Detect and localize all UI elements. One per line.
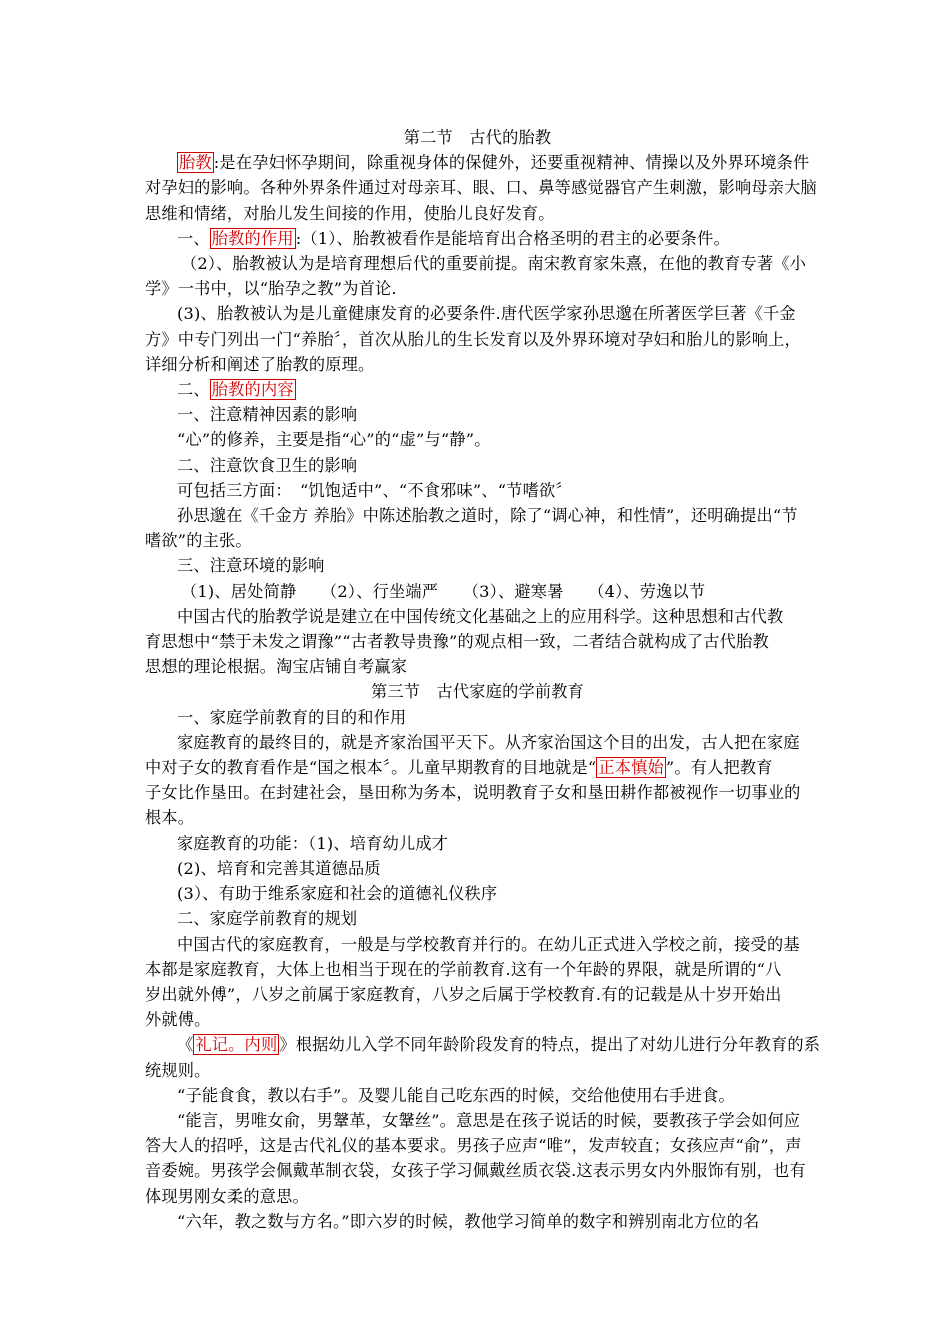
paragraph-line: 岁出就外傅”，八岁之前属于家庭教育，八岁之后属于学校教育.有的记载是从十岁开始出 <box>145 984 782 1004</box>
highlight-term: 礼记。内则 <box>195 1035 278 1055</box>
paragraph-line: 方》中专门列出一门“养胎〞，首次从胎儿的生长发育以及外界环境对孕妇和胎儿的影响上， <box>145 329 801 349</box>
definition-line: 胎教 :是在孕妇怀孕期间，除重视身体的保健外，还要重视精神、情操以及外界环境条件 <box>179 153 810 173</box>
paragraph-line: 详细分析和阐述了胎教的原理。 <box>145 354 375 374</box>
paragraph-line: 家庭教育的最终目的，就是齐家治国平天下。从齐家治国这个目的出发，古人把在家庭 <box>177 732 800 752</box>
subheading: 一、家庭学前教育的目的和作用 <box>177 707 407 727</box>
document-page <box>145 125 821 1234</box>
section-title: 第三节 古代家庭的学前教育 <box>370 682 585 702</box>
subheading: 一、注意精神因素的影响 <box>177 405 358 425</box>
paragraph-line: 外就傅。 <box>145 1010 211 1030</box>
paragraph-line: （2）、胎教被认为是培育理想后代的重要前提。南宋教育家朱熹，在他的教育专著《小 <box>181 254 807 274</box>
paragraph-line: 答大人的招呼，这是古代礼仪的基本要求。男孩子应声“唯”，发声较直；女孩应声“俞”，声 <box>145 1136 802 1156</box>
paragraph-line: 学》一书中，以“胎孕之教”为首论. <box>145 279 397 299</box>
paragraph-line: 本都是家庭教育，大体上也相当于现在的学前教育.这有一个年龄的界限，就是所谓的“八 <box>145 959 782 979</box>
paragraph-line: (3）、有助于维系家庭和社会的道德礼仪秩序 <box>177 884 498 904</box>
paragraph-line: “六年，教之数与方名。”即六岁的时候，教他学习简单的数字和辨别南北方位的名 <box>177 1211 760 1231</box>
subheading: 三、注意环境的影响 <box>177 556 325 576</box>
highlight-term: 胎教的作用 <box>211 228 294 248</box>
subheading: 二、注意饮食卫生的影响 <box>177 455 358 475</box>
paragraph-line: “心”的修养，主要是指“心”的“虚”与“静”。 <box>177 430 491 450</box>
highlight-term: 胎教的内容 <box>211 380 294 400</box>
paragraph-line: “能言，男唯女俞，男鞶革，女鞶丝”。意思是在孩子说话的时候，要教孩子学会如何应 <box>177 1110 801 1130</box>
subheading: 二、家庭学前教育的规划 <box>177 909 358 929</box>
highlight-term: 胎教 <box>179 153 212 173</box>
paragraph-line: 音委婉。男孩学会佩戴革制衣袋，女孩子学习佩戴丝质衣袋.这表示男女内外服饰有别，也有 <box>145 1161 806 1181</box>
paragraph-line: (2)、培育和完善其道德品质 <box>177 858 381 878</box>
paragraph-line: 体现男刚女柔的意思。 <box>145 1186 309 1206</box>
paragraph-line: 子女比作垦田。在封建社会，垦田称为务本，说明教育子女和垦田耕作都被视作一切事业的 <box>145 783 801 803</box>
paragraph-line: 可包括三方面： “饥饱适中”、“不食邪味”、“节嗜欲〞 <box>177 480 572 500</box>
paragraph-line: 中对子女的教育看作是“国之根本〞。儿童早期教育的目地就是“ 正本慎始 ”。有人把教育 <box>145 758 773 778</box>
paragraph-line: 统规则。 <box>145 1060 211 1080</box>
paragraph-line: 中国古代的家庭教育，一般是与学校教育并行的。在幼儿正式进入学校之前，接受的基 <box>177 934 800 954</box>
paragraph-line: 家庭教育的功能：（1)、培育幼儿成才 <box>177 833 449 853</box>
paragraph-line: 思维和情绪，对胎儿发生间接的作用，使胎儿良好发育。 <box>145 203 555 223</box>
paragraph-line: 根本。 <box>145 808 195 828</box>
heading-line: 一、 胎教的作用 :（1）、胎教被看作是能培育出合格圣明的君主的必要条件。 <box>177 228 730 248</box>
highlight-term: 正本慎始 <box>598 758 664 778</box>
paragraph-line: 孙思邈在《千金方 养胎》中陈述胎教之道时，除了“调心神，和性情”，还明确提出“节 <box>177 506 798 526</box>
paragraph-line: “子能食食，教以右手”。及婴儿能自己吃东西的时候，交给他使用右手进食。 <box>177 1085 735 1105</box>
paragraph-line: 思想的理论根据。淘宝店铺自考赢家 <box>145 657 408 677</box>
paragraph-line: （1)、居处简静 （2）、行坐端严 （3）、避寒暑 （4）、劳逸以节 <box>181 581 706 601</box>
paragraph-line: 对孕妇的影响。各种外界条件通过对母亲耳、眼、口、鼻等感觉器官产生刺激，影响母亲大脑 <box>145 178 817 198</box>
paragraph-line: 嗜欲”的主张。 <box>145 531 252 551</box>
paragraph-line: 育思想中“禁于未发之谓豫”“古者教导贵豫”的观点相一致，二者结合就构成了古代胎教 <box>145 632 769 652</box>
heading-line: 二、 胎教的内容 <box>177 380 294 400</box>
section-title: 第二节 古代的胎教 <box>403 128 552 147</box>
paragraph-line: 中国古代的胎教学说是建立在中国传统文化基础之上的应用科学。这种思想和古代教 <box>177 606 784 626</box>
paragraph-line: 《 礼记。内则 》根据幼儿入学不同年龄阶段发育的特点，提出了对幼儿进行分年教育的系 <box>177 1035 821 1055</box>
paragraph-line: (3)、胎教被认为是儿童健康发育的必要条件.唐代医学家孙思邈在所著医学巨著《千金 <box>177 304 796 324</box>
